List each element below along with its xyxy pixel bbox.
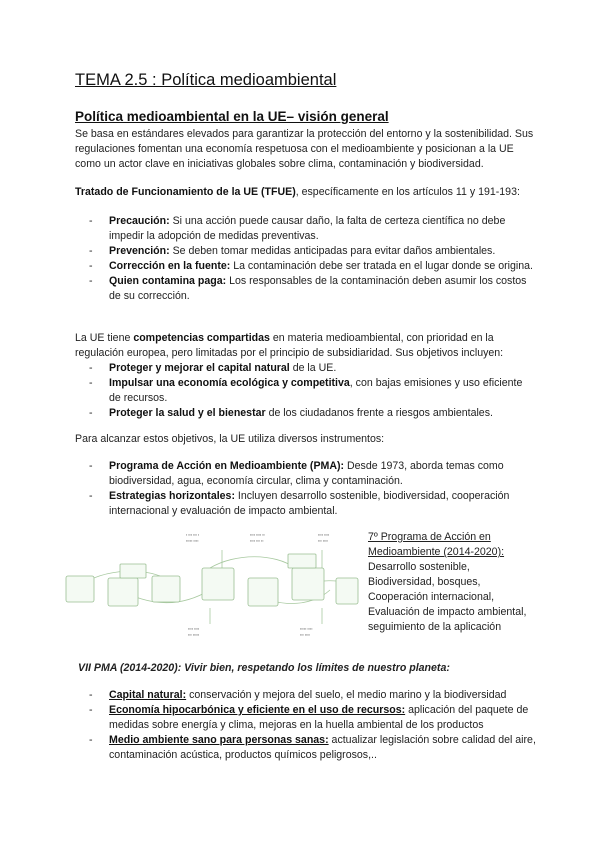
item-term: Corrección en la fuente: xyxy=(109,260,231,272)
svg-text:▪▪▪▪▪ ▪▪▪▪: ▪▪▪▪▪ ▪▪▪▪ xyxy=(300,627,313,631)
svg-text:▪▪▪▪ ▪▪▪▪: ▪▪▪▪ ▪▪▪▪ xyxy=(188,627,200,631)
competencias-text-2: en materia medioambiental, con prioridad en la regulación europea, pero limitadas por el principio de subsidiaridad. Sus objetivos incluyen: xyxy=(75,332,504,359)
list-item xyxy=(75,703,537,733)
competencias-text-1: La UE tiene xyxy=(75,332,134,344)
objetivos-list xyxy=(75,361,537,421)
pma7-body: Desarrollo sostenible, Biodiversidad, bosques, Cooperación internacional, Evaluación de impacto ambiental, seguimiento de la aplicación xyxy=(368,561,527,633)
instrumentos-intro: Para alcanzar estos objetivos, la UE utiliza diversos instrumentos: xyxy=(75,433,385,445)
item-text: de la UE. xyxy=(289,362,337,374)
item-term: Quien contamina paga: xyxy=(109,275,227,287)
item-text: conservación y mejora del suelo, el medio marino y la biodiversidad xyxy=(186,689,507,701)
instrumentos-list xyxy=(75,459,537,519)
list-item xyxy=(75,489,537,519)
list-item xyxy=(75,459,537,489)
pma-timeline-diagram xyxy=(60,528,360,650)
item-text: actualizar legislación sobre calidad del aire, contaminación acústica, productos químicos peligrosos,.. xyxy=(109,734,536,761)
svg-text:▪ ▪▪▪ ▪▪▪ ▪: ▪ ▪▪▪ ▪▪▪ ▪ xyxy=(186,533,200,537)
item-term: Medio ambiente sano para personas sanas: xyxy=(109,734,329,746)
item-text: de los ciudadanos frente a riesgos ambientales. xyxy=(265,407,493,419)
item-term: Estrategias horizontales: xyxy=(109,490,235,502)
item-term: Precaución: xyxy=(109,215,170,227)
tfue-lead xyxy=(75,185,537,200)
list-item xyxy=(75,733,537,763)
list-item xyxy=(75,361,537,376)
section-heading: Política medioambiental en la UE– visión general xyxy=(75,109,389,124)
tfue-lead-bold: Tratado de Funcionamiento de la UE (TFUE) xyxy=(75,186,296,198)
item-term: Economía hipocarbónica y eficiente en el uso de recursos: xyxy=(109,704,406,716)
item-term: Programa de Acción en Medioambiente (PMA): xyxy=(109,460,345,472)
item-text: , con bajas emisiones y uso eficiente de recursos. xyxy=(109,377,523,404)
item-text: Se deben tomar medidas anticipadas para evitar daños ambientales. xyxy=(169,245,496,257)
tfue-lead-rest: , específicamente en los artículos 11 y 191-193: xyxy=(295,186,520,198)
pma7-sidebar xyxy=(368,530,538,635)
item-term: Capital natural: xyxy=(109,689,187,701)
svg-text:▪▪▪ ▪▪▪▪▪: ▪▪▪ ▪▪▪▪▪ xyxy=(188,633,200,637)
svg-text:▪▪▪▪ ▪▪▪▪ ▪▪: ▪▪▪▪ ▪▪▪▪ ▪▪ xyxy=(250,533,265,537)
svg-text:▪▪▪▪▪ ▪▪▪▪: ▪▪▪▪▪ ▪▪▪▪ xyxy=(186,539,199,543)
item-term: Proteger y mejorar el capital natural xyxy=(109,362,290,374)
item-text: Si una acción puede causar daño, la falta de certeza científica no debe impedir la adopción de medidas preventivas. xyxy=(109,215,506,242)
list-item xyxy=(75,376,537,406)
list-item xyxy=(75,259,537,274)
svg-text:▪▪▪▪ ▪▪▪▪: ▪▪▪▪ ▪▪▪▪ xyxy=(318,533,330,537)
page-title: TEMA 2.5 : Política medioambiental xyxy=(75,71,337,89)
item-text: La contaminación debe ser tratada en el lugar donde se origina. xyxy=(230,260,533,272)
list-item xyxy=(75,688,537,703)
svg-text:▪▪▪ ▪▪▪▪: ▪▪▪ ▪▪▪▪ xyxy=(300,633,310,637)
tfue-principles-list xyxy=(75,214,537,304)
list-item xyxy=(75,214,537,244)
item-text: aplicación del paquete de medidas sobre energía y clima, mejoras en la huella ambiental de los productos xyxy=(109,704,529,731)
item-text: Desde 1973, aborda temas como biodiversidad, agua, economía circular, clima y contaminación. xyxy=(109,460,504,487)
list-item xyxy=(75,406,537,421)
intro-paragraph: Se basa en estándares elevados para garantizar la protección del entorno y la sostenibilidad. Sus regulaciones fomentan una economía respetuosa con el medioambiente y posicionan a la UE como un actor clave en iniciativas globales sobre clima, contaminación y biodiversidad. xyxy=(75,128,534,170)
item-term: Proteger la salud y el bienestar xyxy=(109,407,266,419)
item-term: Impulsar una economía ecológica y competitiva xyxy=(109,377,350,389)
list-item xyxy=(75,244,537,259)
svg-text:▪▪▪ ▪▪▪▪: ▪▪▪ ▪▪▪▪ xyxy=(318,539,328,543)
vii-pma-list xyxy=(75,688,537,763)
svg-text:▪▪▪▪ ▪▪▪ ▪▪: ▪▪▪▪ ▪▪▪ ▪▪ xyxy=(250,539,264,543)
item-text: Incluyen desarrollo sostenible, biodiversidad, cooperación internacional y evaluación de impacto ambiental. xyxy=(109,490,510,517)
competencias-paragraph xyxy=(75,331,537,361)
item-term: Prevención: xyxy=(109,245,170,257)
competencias-bold: competencias compartidas xyxy=(133,332,270,344)
pma7-heading: 7º Programa de Acción en Medioambiente (2014-2020): xyxy=(368,531,505,558)
list-item xyxy=(75,274,537,304)
vii-pma-heading: VII PMA (2014-2020): Vivir bien, respetando los límites de nuestro planeta: xyxy=(78,662,450,674)
item-text: Los responsables de la contaminación deben asumir los costos de su corrección. xyxy=(109,275,527,302)
